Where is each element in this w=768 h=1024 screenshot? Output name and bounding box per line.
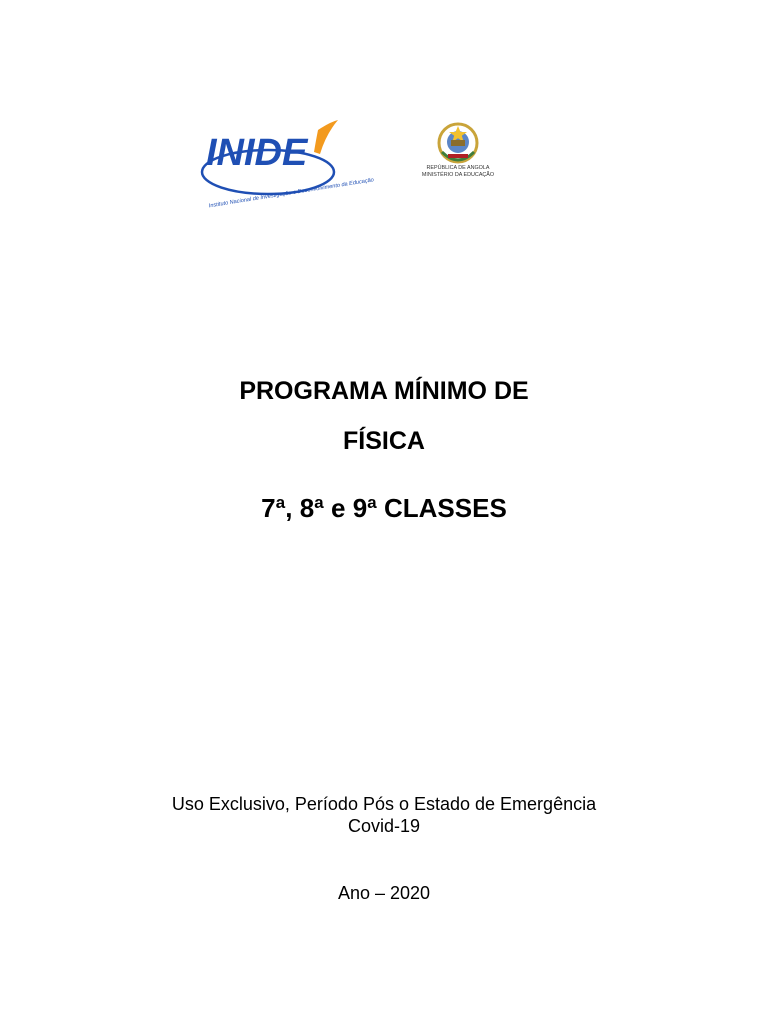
pen-icon [314,120,338,154]
document-title-line-1: PROGRAMA MÍNIMO DE [239,377,529,405]
inide-tagline: Instituto Nacional de Investigação e Desenvolvimento da Educação [208,177,375,210]
year-label: Ano – 2020 [337,883,431,903]
usage-note-line-1: Uso Exclusivo, Período Pós o Estado de Emergência [171,794,597,814]
inide-wordmark: INIDE [206,132,308,174]
usage-note-line-2: Covid-19 [347,816,421,836]
document-subtitle-classes: 7ª, 8ª e 9ª CLASSES [261,493,507,523]
inide-logo [198,118,375,210]
angola-coat-of-arms-seal [418,118,498,194]
document-title-line-2: FÍSICA [343,427,425,455]
seal-caption-ministry: MINISTÉRIO DA EDUCAÇÃO [421,172,495,178]
seal-caption-republic: REPÚBLICA DE ANGOLA [426,165,490,171]
